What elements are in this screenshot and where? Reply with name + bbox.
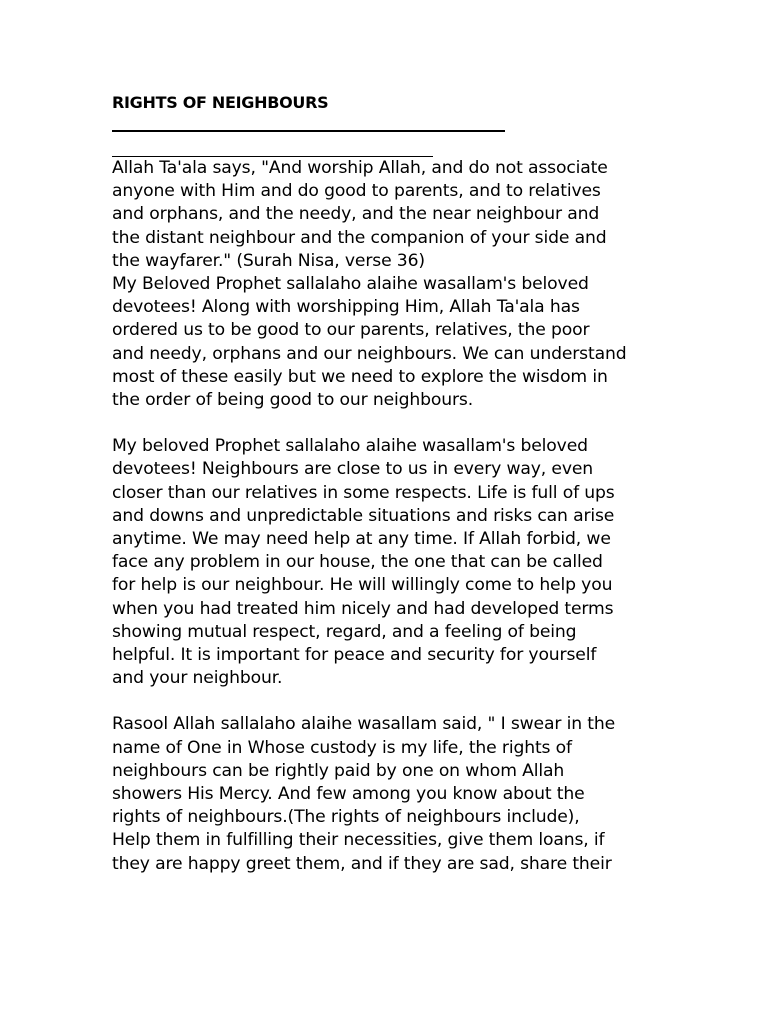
body-paragraph [112, 157, 660, 412]
text-line: My Beloved Prophet sallalaho alaihe wasallam's beloved [112, 274, 589, 295]
text-line: most of these easily but we need to explore the wisdom in [112, 366, 608, 387]
text-line: My beloved Prophet sallalaho alaihe wasallam's beloved [112, 436, 588, 457]
text-line: showers His Mercy. And few among you know about the [112, 784, 585, 805]
text-line: Allah Ta'ala says, "And worship Allah, and do not associate [112, 158, 608, 178]
text-line: and orphans, and the needy, and the near neighbour and [112, 204, 600, 225]
text-line: closer than our relatives in some respects. Life is full of ups [112, 482, 615, 503]
text-line: Help them in fulfilling their necessities, give them loans, if [112, 830, 605, 851]
text-line: neighbours can be rightly paid by one on whom Allah [112, 760, 565, 781]
title-underline [112, 130, 505, 132]
text-line: ordered us to be good to our parents, relatives, the poor [112, 320, 590, 341]
text-line: devotees! Along with worshipping Him, Allah Ta'ala has [112, 297, 580, 318]
text-line: devotees! Neighbours are close to us in every way, even [112, 459, 594, 480]
text-line: the wayfarer." (Surah Nisa, verse 36) [112, 250, 425, 271]
text-line: for help is our neighbour. He will willingly come to help you [112, 575, 613, 596]
paragraph-gap [112, 412, 660, 435]
text-line: and needy, orphans and our neighbours. We can understand [112, 343, 627, 364]
text-line: anyone with Him and do good to parents, and to relatives [112, 181, 601, 202]
text-line: and your neighbour. [112, 668, 283, 689]
body-paragraph [112, 435, 660, 690]
text-line: when you had treated him nicely and had developed terms [112, 598, 614, 619]
text-line: the distant neighbour and the companion of your side and [112, 227, 607, 248]
text-line: helpful. It is important for peace and security for yourself [112, 645, 597, 666]
text-line: Rasool Allah sallalaho alaihe wasallam said, " I swear in the [112, 714, 616, 735]
document-page [112, 92, 660, 876]
text-line: face any problem in our house, the one that can be called [112, 552, 603, 573]
text-line: they are happy greet them, and if they are sad, share their [112, 853, 612, 874]
text-line: the order of being good to our neighbours. [112, 390, 474, 411]
text-line: rights of neighbours.(The rights of neighbours include), [112, 807, 580, 828]
document-title: RIGHTS OF NEIGHBOURS [112, 93, 329, 112]
text-line: and downs and unpredictable situations and risks can arise [112, 505, 615, 526]
body-paragraph [112, 713, 660, 875]
document-body [112, 157, 660, 876]
text-line: showing mutual respect, regard, and a feeling of being [112, 621, 577, 642]
text-line: anytime. We may need help at any time. If Allah forbid, we [112, 529, 611, 550]
paragraph-gap [112, 690, 660, 713]
text-line: name of One in Whose custody is my life, the rights of [112, 737, 572, 758]
